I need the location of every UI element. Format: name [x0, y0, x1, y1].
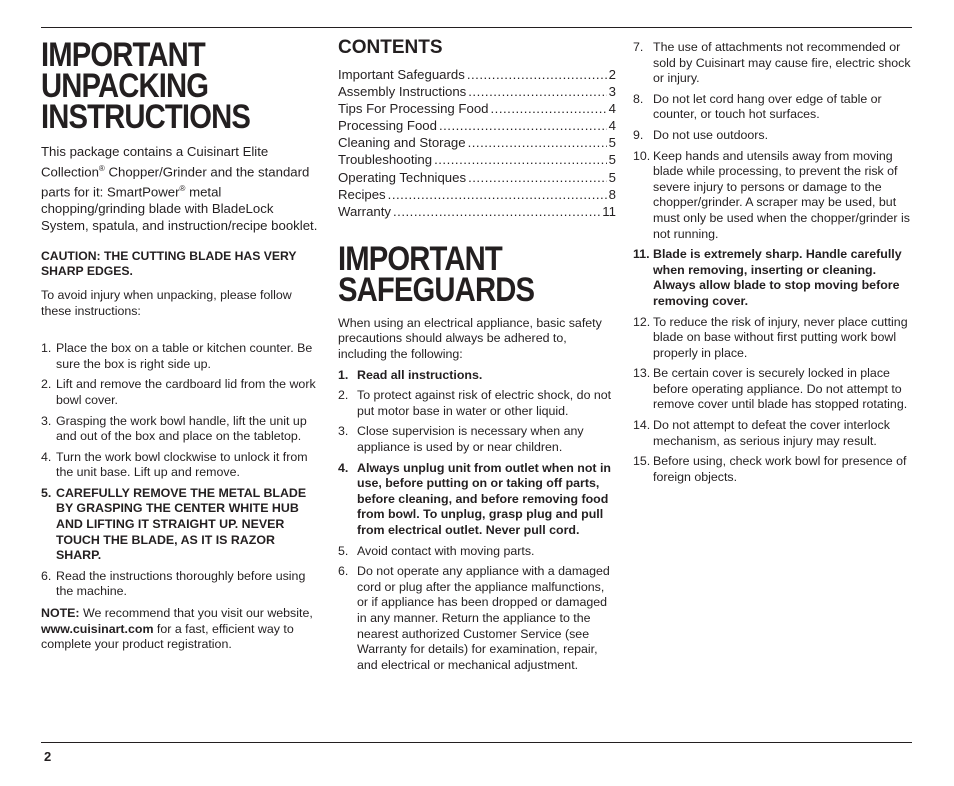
contents-entry-label: Processing Food [338, 118, 437, 134]
item-text: Always unplug unit from outlet when not in use, before putting on or taking off parts, before cleaning, and before removing food from bowl. To unplug, grasp plug and pull from electrical outlet. Never pull cord. [357, 460, 611, 537]
item-text: To protect against risk of electric shock, do not put motor base in water or other liquid. [357, 388, 612, 418]
page-number: 2 [44, 749, 52, 764]
item-text: Blade is extremely sharp. Handle carefully when removing, inserting or cleaning. Always allow blade to stop moving before removing cover. [653, 247, 902, 308]
list-item [41, 450, 323, 481]
contents-entry-label: Operating Techniques [338, 169, 467, 185]
unpacking-title [41, 36, 284, 136]
leader-dots [468, 83, 606, 100]
item-text: Do not let cord hang over edge of table or counter, or touch hot surfaces. [653, 91, 882, 122]
item-text: Do not attempt to defeat the cover interlock mechanism, as serious injury may result. [653, 418, 890, 448]
safeguards-title [338, 239, 577, 309]
note-text-a: We recommend that you visit our website, [79, 606, 313, 621]
website-link[interactable]: www.cuisinart.com [41, 621, 154, 636]
list-item [633, 315, 914, 362]
unpacking-intro [41, 144, 323, 235]
contents-entry-label: Warranty [338, 203, 392, 219]
list-item [41, 569, 323, 600]
leader-dots [467, 66, 607, 83]
unpacking-title-line-1: IMPORTANT [41, 36, 205, 74]
item-text: Read all instructions. [357, 367, 483, 382]
item-text: Do not use outdoors. [653, 127, 769, 142]
contents-entry [338, 134, 616, 151]
registered-mark: ® [98, 163, 105, 173]
leader-dots [468, 169, 607, 186]
list-item [41, 486, 323, 564]
note-label: NOTE: [41, 606, 80, 621]
contents-entry-label: Troubleshooting [338, 152, 433, 168]
list-item [633, 247, 914, 309]
item-number: 7. [633, 40, 644, 54]
contents-entry-label: Cleaning and Storage [338, 135, 466, 151]
contents-column [338, 36, 616, 678]
list-item [633, 92, 914, 123]
registered-mark: ® [179, 183, 186, 193]
contents-entry-page: 5 [608, 169, 616, 185]
item-number: 10. [633, 148, 651, 163]
item-text: Do not operate any appliance with a damaged cord or plug after the appliance malfunctions, or if appliance has been dropped or damaged in any manner. Return the appliance to the nearest authorized Customer Service (see Warranty for details) for examination, repair, and electrical or mechanical adjustment. [357, 564, 610, 672]
contents-entry-label: Tips For Processing Food [338, 101, 489, 117]
safeguards-title-line-2: SAFEGUARDS [338, 270, 535, 309]
item-text: Close supervision is necessary when any appliance is used by or near children. [357, 424, 584, 454]
note-text-b: for a fast, efficient way to complete your product registration. [41, 621, 294, 652]
contents-entry-page: 8 [608, 186, 616, 202]
item-number: 3. [41, 413, 52, 428]
item-number: 5. [338, 543, 349, 558]
item-text: CAREFULLY REMOVE THE METAL BLADE BY GRASPING THE CENTER WHITE HUB AND LIFTING IT STRAIGHT UP. NEVER TOUCH THE BLADE, AS IT IS RAZOR SHARP. [56, 485, 307, 563]
unpacking-steps [41, 341, 323, 600]
item-number: 1. [41, 341, 52, 356]
contents-entry-page: 11 [602, 203, 616, 219]
contents-entry-page: 4 [608, 118, 616, 134]
list-item [41, 377, 323, 408]
caution-heading: CAUTION: THE CUTTING BLADE HAS VERY SHARP EDGES. [41, 248, 297, 279]
item-text: Before using, check work bowl for presence of foreign objects. [653, 454, 907, 484]
item-text: To reduce the risk of injury, never place cutting blade on base without first putting work bowl properly in place. [653, 314, 908, 360]
list-item [338, 544, 616, 560]
item-text: Turn the work bowl clockwise to unlock it from the unit base. Lift up and remove. [56, 449, 308, 480]
list-item [338, 388, 616, 419]
contents-entry-page: 2 [608, 67, 616, 82]
item-text: The use of attachments not recommended or sold by Cuisinart may cause fire, electric shock or injury. [653, 40, 911, 86]
list-item [633, 454, 914, 485]
contents-entry [338, 117, 616, 134]
item-text: Lift and remove the cardboard lid from the work bowl cover. [56, 377, 316, 407]
leader-dots [434, 151, 607, 168]
list-item [338, 368, 616, 384]
item-number: 3. [338, 424, 349, 439]
safeguards-list [338, 368, 616, 674]
contents-entry-label: Important Safeguards [338, 67, 465, 82]
list-item [633, 40, 914, 87]
item-number: 2. [41, 377, 52, 392]
safeguards-title-line-1: IMPORTANT [338, 239, 502, 278]
contents-entry [338, 100, 616, 117]
contents-entry [338, 83, 616, 100]
item-text: Avoid contact with moving parts. [357, 543, 535, 558]
item-text: Keep hands and utensils away from moving blade while processing, to prevent the risk of severe injury to persons or damage to the chopper/grinder. A scraper may be used, but must only be used when the chopper/grinder is not running. [653, 148, 910, 241]
list-item [338, 564, 616, 673]
bottom-rule [41, 742, 912, 743]
contents-entry-page: 4 [608, 101, 616, 117]
leader-dots [439, 117, 607, 134]
contents-entry-page: 3 [608, 84, 616, 100]
contents-title: CONTENTS [338, 37, 443, 58]
item-number: 4. [41, 449, 52, 464]
unpacking-title-line-3: INSTRUCTIONS [41, 98, 250, 136]
list-item [633, 149, 914, 243]
unpacking-column [41, 36, 323, 653]
contents-entry [338, 66, 616, 83]
list-item [41, 341, 323, 372]
leader-dots [388, 186, 607, 203]
intro-text-a: This package contains a Cuisinart Elite Collection [41, 144, 269, 180]
contents-entry [338, 151, 616, 168]
item-text: Grasping the work bowl handle, lift the unit up and out of the box and place on the tabletop. [56, 413, 307, 444]
safeguards-continued-column [633, 40, 914, 490]
item-number: 13. [633, 366, 651, 381]
item-number: 2. [338, 388, 349, 403]
item-number: 14. [633, 418, 651, 433]
item-number: 1. [338, 367, 349, 382]
item-number: 4. [338, 460, 349, 475]
unpacking-title-line-2: UNPACKING [41, 67, 209, 105]
registration-note [41, 606, 323, 653]
contents-entry [338, 203, 616, 220]
safeguards-list-continued [633, 40, 914, 485]
item-text: Place the box on a table or kitchen counter. Be sure the box is right side up. [56, 341, 313, 371]
contents-entry [338, 186, 616, 203]
item-number: 9. [633, 127, 644, 142]
contents-list [338, 66, 616, 220]
list-item [633, 128, 914, 144]
contents-entry-page: 5 [608, 152, 616, 168]
list-item [633, 418, 914, 449]
list-item [338, 424, 616, 455]
contents-entry-page: 5 [608, 135, 616, 151]
item-number: 6. [41, 568, 52, 583]
top-rule [41, 27, 912, 28]
leader-dots [468, 134, 607, 151]
item-number: 5. [41, 485, 52, 500]
list-item [633, 366, 914, 413]
item-number: 12. [633, 314, 651, 329]
item-number: 11. [633, 247, 650, 262]
leader-dots [491, 100, 607, 117]
intro-text-b: Chopper/Grinder and the standard parts for it: SmartPower [41, 164, 310, 200]
caution-text: To avoid injury when unpacking, please follow these instructions: [41, 287, 292, 318]
item-number: 8. [633, 91, 644, 106]
contents-entry-label: Assembly Instructions [338, 84, 467, 100]
contents-entry [338, 169, 616, 186]
safeguards-intro: When using an electrical appliance, basic safety precautions should always be adhered to, including the following: [338, 315, 602, 362]
item-text: Be certain cover is securely locked in place before operating appliance. Do not attempt to remove cover until blade has stopped rotating. [653, 366, 908, 412]
list-item [41, 414, 323, 445]
item-text: Read the instructions thoroughly before using the machine. [56, 568, 306, 599]
contents-entry-label: Recipes [338, 186, 386, 202]
item-number: 6. [338, 564, 349, 579]
intro-text-c: metal chopping/grinding blade with BladeLock System, spatula, and instruction/recipe booklet. [41, 184, 318, 233]
item-number: 15. [633, 454, 651, 469]
list-item [338, 461, 616, 539]
leader-dots [393, 203, 600, 220]
